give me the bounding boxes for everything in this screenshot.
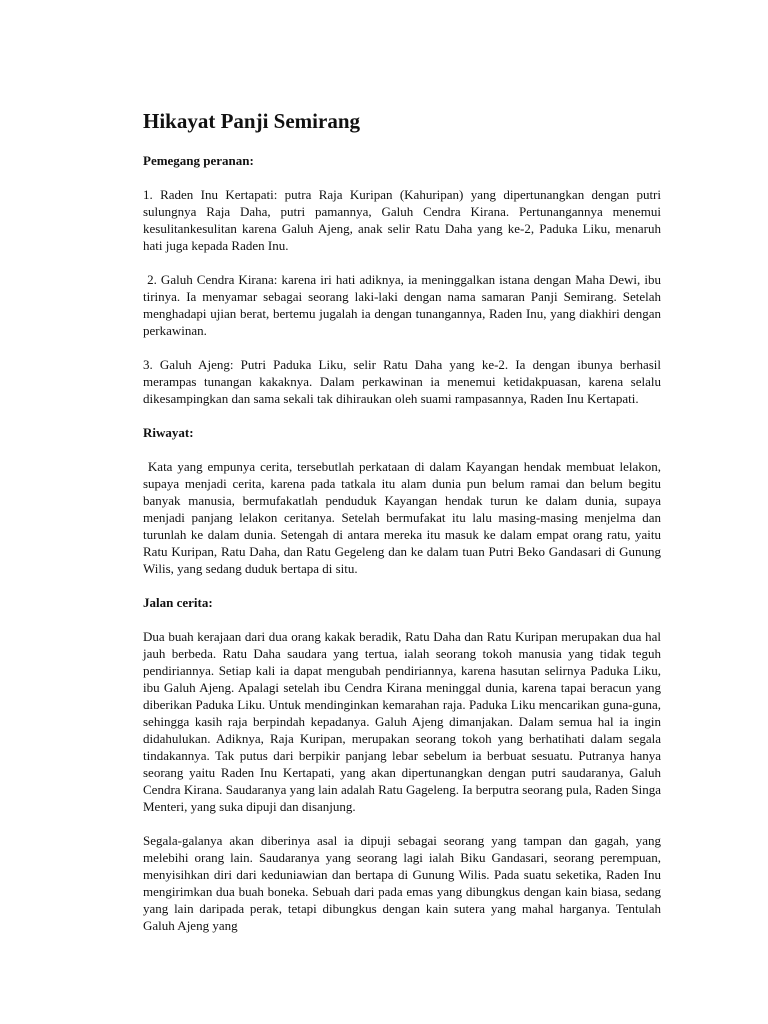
paragraph: Segala-galanya akan diberinya asal ia dipuji sebagai seorang yang tampan dan gagah, yang melebihi orang lain. Saudaranya yang seorang lagi ialah Biku Gandasari, seorang perempuan, menyisihkan diri dari keduniawian dan bertapa di Gunung Wilis. Pada suatu seketika, Raden Inu mengirimkan dua buah boneka. Sebuah dari pada emas yang dibungkus dengan kain biasa, sedang yang lain daripada perak, tetapi dibungkus dengan kain sutera yang mahal harganya. Tentulah Galuh Ajeng yang xyxy=(143,833,661,933)
document-page xyxy=(143,108,665,951)
paragraph: 1. Raden Inu Kertapati: putra Raja Kuripan (Kahuripan) yang dipertunangkan dengan putri sulungnya Raja Daha, putri pamannya, Galuh Cendra Kirana. Pertunangannya menemui kesulitankesulitan karena Galuh Ajeng, anak selir Ratu Daha yang ke-2, Paduka Liku, menaruh hati juga kepada Raden Inu. xyxy=(143,187,661,253)
section-heading: Jalan cerita: xyxy=(143,595,213,610)
paragraph: 3. Galuh Ajeng: Putri Paduka Liku, selir Ratu Daha yang ke-2. Ia dengan ibunya berhasil merampas tunangan kakaknya. Dalam perkawinan ia menemui ketidakpuasan, karena selalu dikesampingkan dan sama sekali tak dihiraukan oleh suami rampasannya, Raden Inu Kertapati. xyxy=(143,357,661,406)
section-pemegang-peranan xyxy=(143,152,665,407)
paragraph: Kata yang empunya cerita, tersebutlah perkataan di dalam Kayangan hendak membuat lelakon, supaya menjadi cerita, karena pada tatkala itu alam dunia pun belum ramai dan belum begitu banyak manusia, bermufakatlah penduduk Kayangan hendak turun ke dalam dunia, supaya menjadi panjang lelakon ceritanya. Setelah bermufakat itu lalu masing-masing menjelma dan turunlah ke dalam dunia. Setengah di antara mereka itu masuk ke dalam empat orang ratu, yaitu Ratu Kuripan, Ratu Daha, dan Ratu Gegeleng dan ke dalam tuan Putri Beko Gandasari di Gunung Wilis, yang sedang duduk bertapa di situ. xyxy=(143,459,665,576)
section-heading: Riwayat: xyxy=(143,425,194,440)
section-jalan-cerita xyxy=(143,594,661,934)
section-riwayat xyxy=(143,424,665,577)
paragraph: 2. Galuh Cendra Kirana: karena iri hati adiknya, ia meninggalkan istana dengan Maha Dewi, ibu tirinya. Ia menyamar sebagai seorang laki-laki dengan nama samaran Panji Semirang. Setelah menghadapi ujian berat, bertemu jugalah ia dengan tunangannya, Raden Inu, yang diakhiri dengan perkawinan. xyxy=(143,272,665,338)
document-title: Hikayat Panji Semirang xyxy=(143,109,361,133)
section-heading: Pemegang peranan: xyxy=(143,153,254,168)
paragraph: Dua buah kerajaan dari dua orang kakak beradik, Ratu Daha dan Ratu Kuripan merupakan dua hal jauh berbeda. Ratu Daha saudara yang tertua, ialah seorang tokoh manusia yang tidak teguh pendiriannya. Setiap kali ia dapat mengubah pendiriannya, karena hasutan selirnya Paduka Liku, ibu Galuh Ajeng. Apalagi setelah ibu Cendra Kirana meninggal dunia, karena tapai beracun yang diberikan Paduka Liku. Untuk mendinginkan kemarahan raja. Paduka Liku mencarikan guna-guna, sehingga kasih raja berpindah kepadanya. Galuh Ajeng dimanjakan. Dalam semua hal ia ingin didahulukan. Adiknya, Raja Kuripan, merupakan seorang tokoh yang berhatihati dalam segala tindakannya. Tak putus dari berpikir panjang lebar sebelum ia berbuat sesuatu. Putranya hanya seorang yaitu Raden Inu Kertapati, yang akan dipertunangkan dengan putri saudaranya, Galuh Cendra Kirana. Saudaranya yang lain adalah Ratu Gageleng. Ia berputra seorang pula, Raden Singa Menteri, yang suka dipuji dan disanjung. xyxy=(143,629,661,814)
